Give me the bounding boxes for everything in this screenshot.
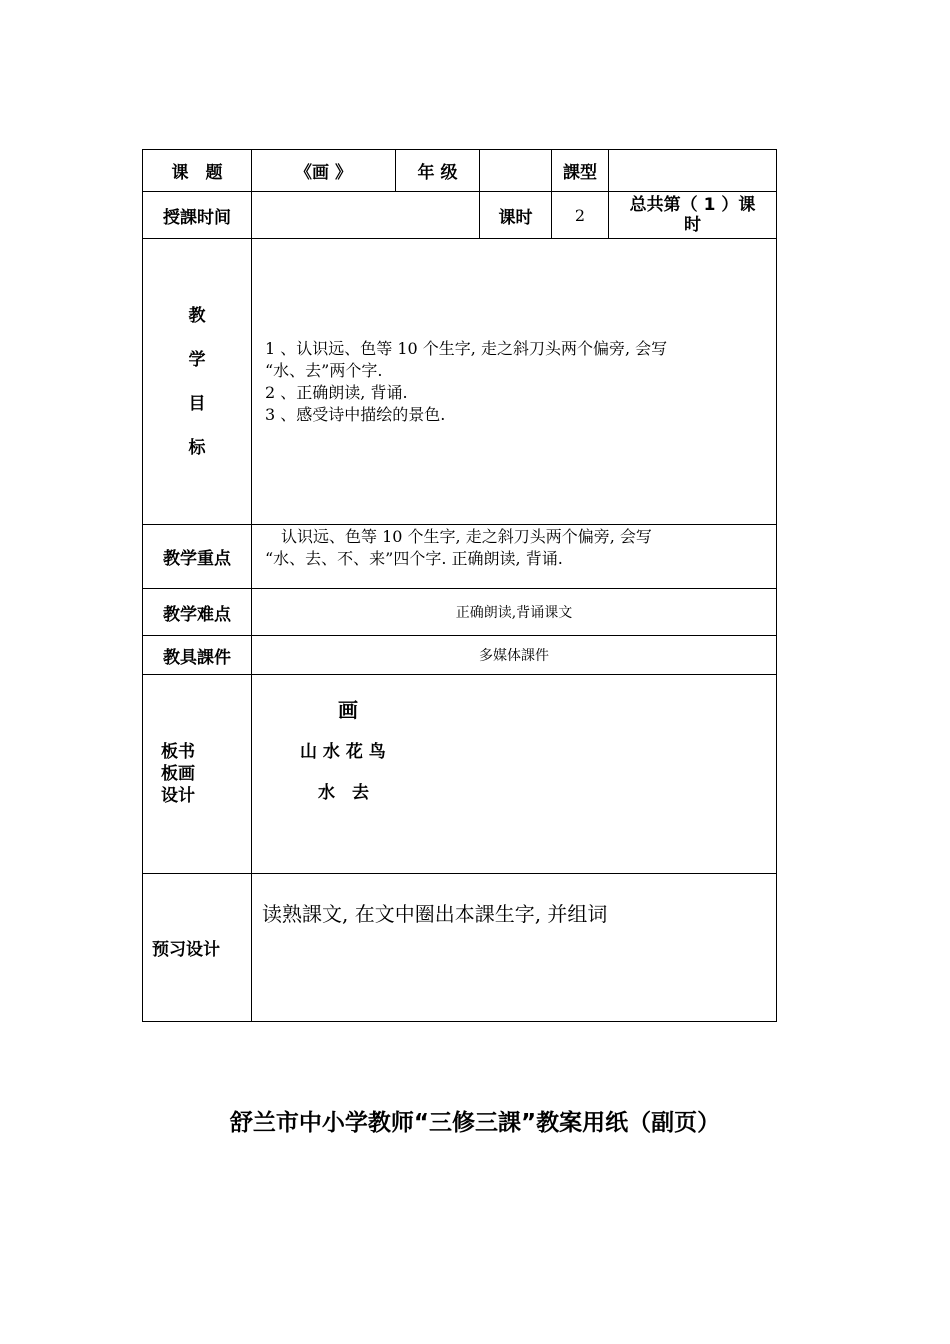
key-points-content (252, 525, 777, 589)
board-title: 画 (338, 698, 358, 722)
objectives-label-char: 目 (188, 393, 206, 414)
objectives-label (143, 239, 252, 525)
difficulties-label: 教学难点 (143, 589, 252, 636)
key-points-line: 认识远、色等 10 个生字, 走之斜刀头两个偏旁, 会写 (265, 527, 652, 546)
time-value (252, 192, 480, 239)
materials-label: 教具課件 (143, 636, 252, 675)
objectives-label-char: 标 (188, 437, 206, 458)
objective-line: 1 、认识远、色等 10 个生字, 走之斜刀头两个偏旁, 会写 (265, 338, 668, 358)
preview-value: 读熟課文, 在文中圈出本課生字, 并组词 (252, 874, 777, 1022)
objectives-content (252, 239, 777, 525)
key-points-line: “水、去、不、来”四个字. 正确朗读, 背诵. (265, 549, 563, 568)
total-periods-line2: 时 (684, 215, 701, 235)
type-label: 課型 (552, 150, 609, 192)
page-footer-title: 舒兰市中小学教师“三修三課”教案用纸（副页） (229, 1110, 721, 1136)
period-label: 课时 (480, 192, 552, 239)
lesson-plan-table (142, 149, 777, 1022)
board-label-line: 板书 (161, 742, 195, 762)
board-label-line: 设计 (161, 786, 195, 806)
objectives-label-char: 教 (188, 305, 206, 326)
grade-value (480, 150, 552, 192)
objectives-label-char: 学 (188, 349, 206, 370)
topic-label: 课 题 (143, 150, 252, 192)
board-label-line: 板画 (161, 764, 195, 784)
topic-value: 《画 》 (252, 150, 396, 192)
preview-label: 预习设计 (143, 874, 252, 1022)
board-content (252, 675, 777, 874)
objective-line: 2 、正确朗读, 背诵. (265, 382, 408, 402)
board-line-2: 水 去 (318, 783, 369, 803)
objective-line: 3 、感受诗中描绘的景色. (265, 404, 446, 424)
total-periods-line1: 总共第（ 1 ）课 (629, 195, 756, 215)
grade-label: 年 级 (396, 150, 480, 192)
key-points-label: 教学重点 (143, 525, 252, 589)
type-value (609, 150, 777, 192)
materials-value: 多媒体課件 (252, 636, 777, 675)
board-line-1: 山 水 花 鸟 (300, 742, 386, 762)
period-value: 2 (552, 192, 609, 239)
difficulties-value: 正确朗读,背诵课文 (252, 589, 777, 636)
total-periods (609, 192, 777, 239)
objective-line: “水、去”两个字. (265, 360, 383, 380)
time-label: 授課时间 (143, 192, 252, 239)
board-label (143, 675, 252, 874)
